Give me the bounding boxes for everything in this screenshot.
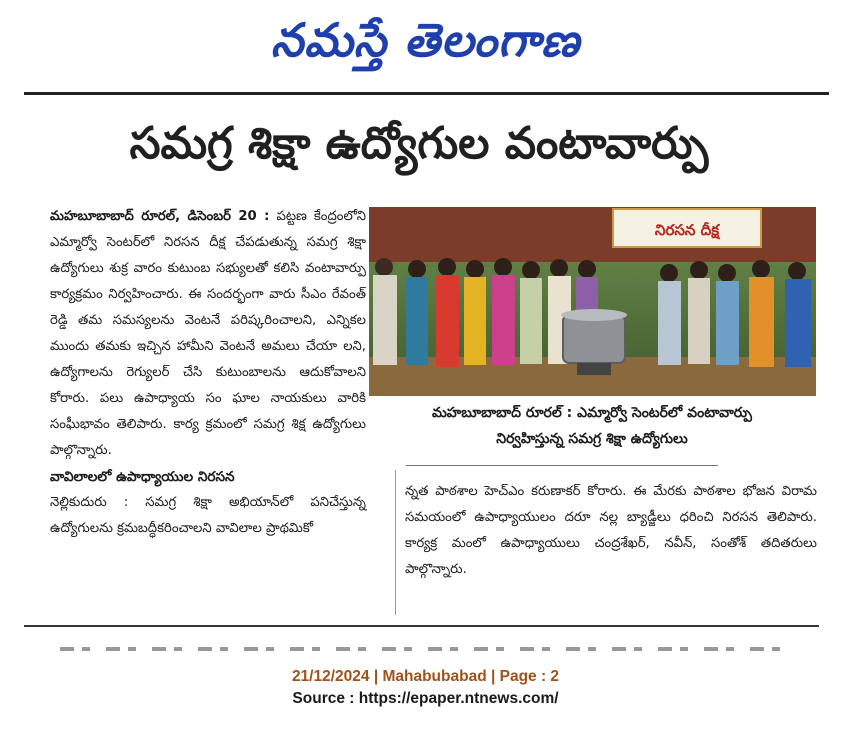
clipped-next-article-edge bbox=[60, 647, 790, 651]
caption-line-1: మహబూబాబాద్‌ రూరల్‌ : ఎమ్మార్వో సెంటర్‌లో వంటావార్పు bbox=[432, 405, 752, 421]
dateline: మహబూబాబాద్‌ రూరల్‌, డిసెంబర్‌ 20 : bbox=[50, 209, 270, 224]
article-headline: సమగ్ర శిక్షా ఉద్యోగుల వంటావార్పు bbox=[129, 118, 709, 169]
masthead-title: నమస్తే తెలంగాణ bbox=[270, 13, 581, 67]
caption-divider bbox=[406, 465, 718, 466]
subheading: వావిలాలలో ఉపాధ్యాయుల నిరసన bbox=[50, 469, 235, 485]
sub-article-body: నెల్లికుదురు : సమగ్ర శిక్షా అభియాన్‌లో పనిచేస్తున్న ఉద్యోగులను క్రమబద్ధీకరించాలని వావిలాల ప్రాథమికో bbox=[50, 495, 366, 536]
article-body-left bbox=[50, 204, 366, 464]
left-body-text: పట్టణ కేంద్రంలోని ఎమ్మార్వో సెంటర్‌లో నిరసన దీక్ష చేపడుతున్న సమగ్ర శిక్షా ఉద్యోగులు శుక్ర వారం కుటుంబ సభ్యులతో కలిసి వంటావార్పు కార్యక్రమం నిర్వహించారు. ఈ సందర్భంగా వారు సీఎం రేవంత్‌ రెడ్డి తమ సమస్యలను వెంటనే పరిష్కరించాలని, ఎన్నికల ముందు తమకు ఇచ్చిన హామీని వెంటనే అమలు చేయా లని, ఉద్యోగాలను రెగ్యులర్‌ చేసి కుటుంబాలను ఆదుకోవాలని కోరారు. పలు ఉపాధ్యాయ సం ఘాల నాయకులు వారికి సంఘీభావం తెలిపారు. కార్య క్రమంలో సమగ్ర శిక్ష ఉద్యోగులు పాల్గొన్నారు. bbox=[50, 209, 366, 458]
bottom-rule bbox=[24, 625, 819, 627]
news-photo bbox=[369, 207, 816, 396]
masthead-logo bbox=[0, 4, 851, 76]
footer-date-line: 21/12/2024 | Mahabubabad | Page : 2 bbox=[291, 668, 560, 685]
banner-text: నిరసన దీక్ష bbox=[654, 221, 720, 239]
left-column bbox=[50, 204, 366, 542]
column-divider bbox=[395, 470, 396, 615]
photo-illustration bbox=[369, 207, 816, 396]
photo-caption bbox=[372, 400, 812, 452]
article-body-right: న్నత పాఠశాల హెచ్‌ఎం కరుణాకర్‌ కోరారు. ఈ మేరకు పాఠశాల భోజన విరామ సమయంలో ఉపాధ్యాయులం దరూ నల్ల బ్యాడ్జీలు ధరించి నిరసన తెలిపారు. కార్యక్ర మంలో ఉపాధ్యాయులు చంద్రశేఖర్‌, నవీన్‌, సంతోశ్‌ తదితరులు పాల్గొన్నారు. bbox=[405, 484, 817, 577]
caption-line-2: నిర్వహిస్తున్న సమగ్ర శిక్షా ఉద్యోగులు bbox=[496, 431, 688, 447]
right-column bbox=[405, 479, 817, 583]
top-rule bbox=[24, 92, 829, 95]
footer-source-line[interactable]: Source : https://epaper.ntnews.com/ bbox=[292, 690, 559, 707]
